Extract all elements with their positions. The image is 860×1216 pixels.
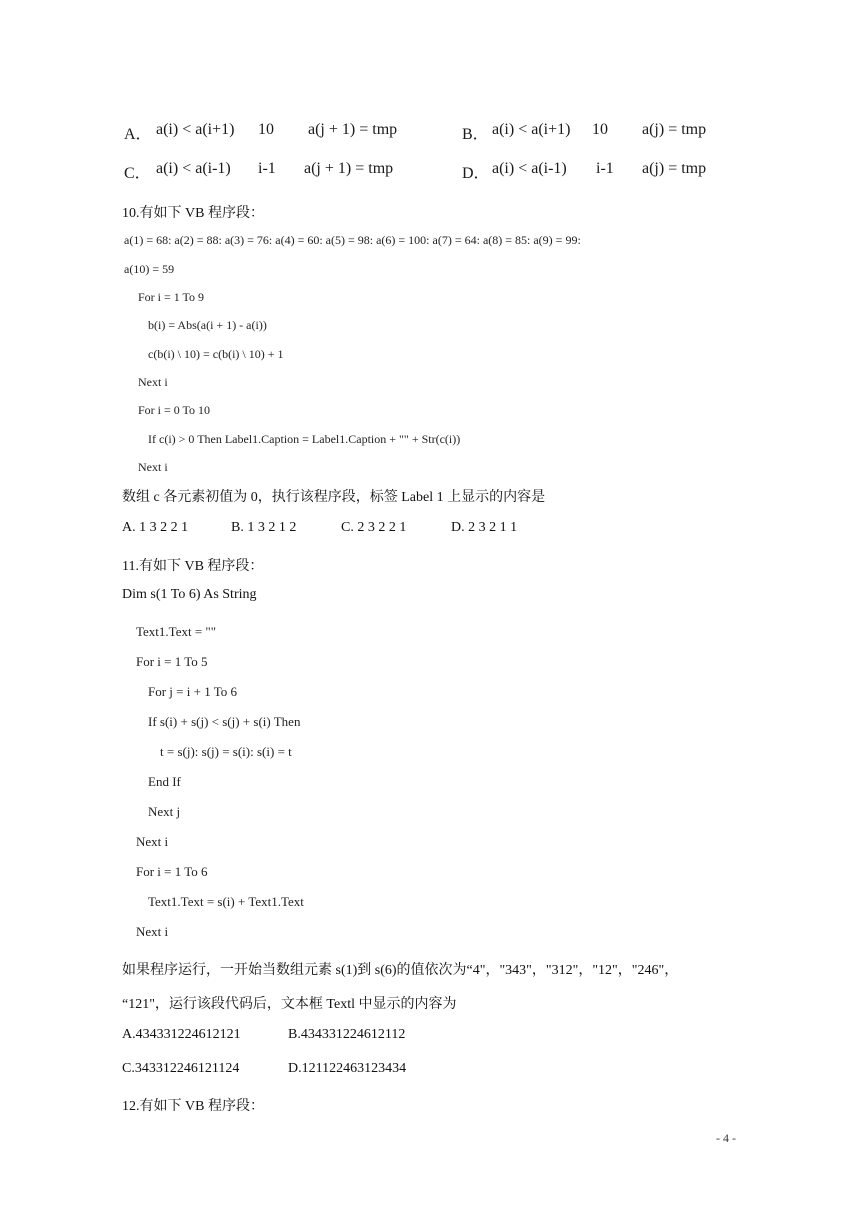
code-line: b(i) = Abs(a(i + 1) - a(i)) <box>148 318 267 332</box>
q11-option-d: D.121122463123434 <box>288 1061 407 1076</box>
code-line: a(1) = 68: a(2) = 88: a(3) = 76: a(4) = 60: a(5) = 98: a(6) = 100: a(7) = 64: a(8) = 85: a(9) = 99: <box>124 233 581 247</box>
q9-option-b-cond: a(i) < a(i+1) <box>492 121 571 138</box>
q9-option-a-letter: A． <box>124 126 152 143</box>
code-line: Next i <box>136 834 169 849</box>
q10-option-d: D. 2 3 2 1 1 <box>451 520 518 535</box>
q9-option-c-bound: i-1 <box>258 160 276 177</box>
page-number: - 4 - <box>716 1131 736 1145</box>
code-line: Next i <box>138 375 168 389</box>
q9-option-b-bound: 10 <box>592 121 608 138</box>
code-line: Text1.Text = "" <box>136 624 217 639</box>
q9-option-d-letter: D． <box>462 165 490 182</box>
code-line: If s(i) + s(j) < s(j) + s(i) Then <box>148 714 301 729</box>
code-line: a(10) = 59 <box>124 262 175 276</box>
code-line: For j = i + 1 To 6 <box>148 684 237 699</box>
code-line: For i = 0 To 10 <box>138 403 211 417</box>
q9-option-a-cond: a(i) < a(i+1) <box>156 121 235 138</box>
q12-title: 12.有如下 VB 程序段： <box>122 1099 264 1114</box>
q9-option-a-bound: 10 <box>258 121 274 138</box>
code-line: Next i <box>138 460 168 474</box>
q11-option-b: B.434331224612112 <box>288 1027 406 1042</box>
q11-question-line2: “121"，运行该段代码后，文本框 Textl 中显示的内容为 <box>122 997 457 1012</box>
code-line: c(b(i) \ 10) = c(b(i) \ 10) + 1 <box>148 347 284 361</box>
code-line: For i = 1 To 9 <box>138 290 205 304</box>
q10-question: 数组 c 各元素初值为 0，执行该程序段，标签 Label 1 上显示的内容是 <box>122 490 546 505</box>
q9-option-c-cond: a(i) < a(i-1) <box>156 160 231 177</box>
q10-title: 10.有如下 VB 程序段： <box>122 206 264 221</box>
q10-option-a: A. 1 3 2 2 1 <box>122 520 189 535</box>
q11-option-a: A.434331224612121 <box>122 1027 241 1042</box>
q9-option-b-assign: a(j) = tmp <box>642 121 707 138</box>
q9-option-a-assign: a(j + 1) = tmp <box>308 121 398 138</box>
q9-option-d-bound: i-1 <box>596 160 614 177</box>
code-line: For i = 1 To 5 <box>136 654 208 669</box>
q9-option-d-assign: a(j) = tmp <box>642 160 707 177</box>
q11-question-line1: 如果程序运行，一开始当数组元素 s(1)到 s(6)的值依次为“4"，"343"，"312"，"12"，"246"， <box>122 963 679 978</box>
q9-option-d-cond: a(i) < a(i-1) <box>492 160 567 177</box>
q11-title: 11.有如下 VB 程序段： <box>122 559 264 574</box>
q9-option-c-assign: a(j + 1) = tmp <box>304 160 394 177</box>
code-line: If c(i) > 0 Then Label1.Caption = Label1.Caption + "" + Str(c(i)) <box>148 432 461 446</box>
code-line: For i = 1 To 6 <box>136 864 208 879</box>
q11-dim: Dim s(1 To 6) As String <box>122 587 257 602</box>
code-line: Next i <box>136 924 169 939</box>
q9-option-b-letter: B． <box>462 126 489 143</box>
code-line: Text1.Text = s(i) + Text1.Text <box>148 894 304 909</box>
code-line: End If <box>148 774 181 789</box>
code-line: t = s(j): s(j) = s(i): s(i) = t <box>160 744 292 759</box>
q9-option-c-letter: C． <box>124 165 151 182</box>
q10-option-c: C. 2 3 2 2 1 <box>341 520 407 535</box>
q11-option-c: C.343312246121124 <box>122 1061 240 1076</box>
q10-option-b: B. 1 3 2 1 2 <box>231 520 297 535</box>
code-line: Next j <box>148 804 181 819</box>
